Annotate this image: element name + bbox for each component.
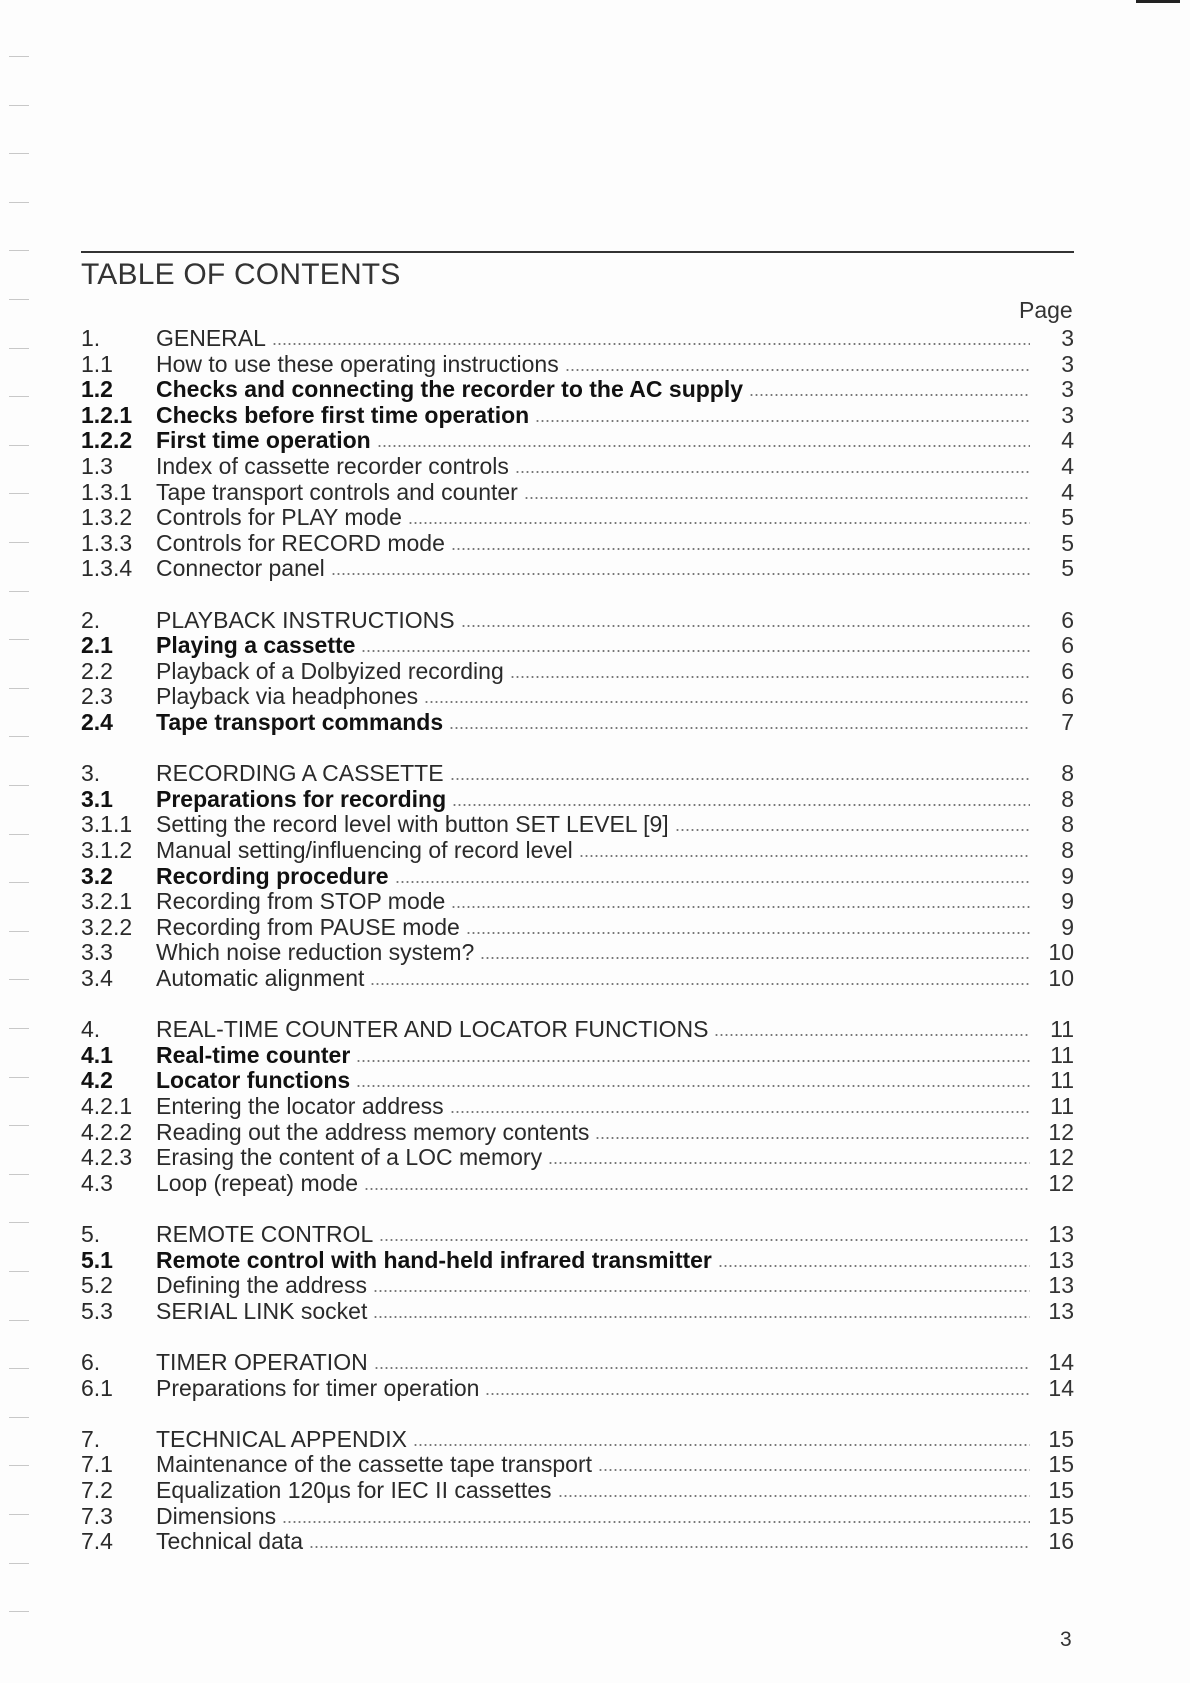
toc-entry-page: 14 <box>1048 1374 1074 1401</box>
toc-entry <box>81 480 1074 505</box>
toc-entry-number: 2.1 <box>81 632 113 659</box>
margin-tick <box>9 639 29 640</box>
margin-tick <box>9 1028 29 1029</box>
toc-entry-page: 8 <box>1061 837 1074 863</box>
toc-entry-title: TIMER OPERATION <box>156 1349 368 1375</box>
toc-entry-number: 1.2.2 <box>81 427 133 454</box>
dot-leader <box>408 521 1030 525</box>
toc-entry <box>81 1248 1074 1273</box>
toc-entry-title: Tape transport commands <box>156 709 444 735</box>
margin-tick <box>9 493 29 494</box>
toc-entry-title: Which noise reduction system? <box>156 939 475 966</box>
dot-leader <box>451 547 1030 551</box>
toc-entry-title: First time operation <box>156 427 371 454</box>
toc-entry-page: 8 <box>1061 785 1074 812</box>
toc-entry-number: 1.2 <box>81 376 113 403</box>
dot-leader <box>579 854 1030 858</box>
toc-entry-title: Setting the record level with button SET LEVEL [9] <box>156 811 669 838</box>
toc-entry-number: 2.2 <box>81 657 113 684</box>
toc-entry <box>81 1094 1074 1119</box>
dot-leader <box>452 803 1030 807</box>
toc-entry-page: 10 <box>1048 965 1074 991</box>
toc-entry-title: PLAYBACK INSTRUCTIONS <box>156 606 455 633</box>
dot-leader <box>361 649 1030 653</box>
dot-leader <box>379 1238 1030 1242</box>
toc-entry-title: Recording from PAUSE mode <box>156 913 460 940</box>
toc-entry-number: 3.1.1 <box>81 811 133 838</box>
dot-leader <box>598 1468 1030 1472</box>
toc-entry <box>81 377 1074 402</box>
toc-entry-title: Playing a cassette <box>156 632 356 659</box>
toc-entry-title: Maintenance of the cassette tape transport <box>156 1451 592 1478</box>
toc-entry <box>81 352 1074 377</box>
dot-leader <box>272 342 1030 346</box>
toc-entry-title: REMOTE CONTROL <box>156 1221 374 1247</box>
toc-entry <box>81 1017 1074 1042</box>
toc-entry-number: 3.3 <box>81 939 113 966</box>
toc-entry-title: Loop (repeat) mode <box>156 1169 359 1196</box>
toc-entry <box>81 428 1074 453</box>
margin-tick <box>9 1320 29 1321</box>
margin-tick <box>9 1222 29 1223</box>
toc-entry-number: 4.2 <box>81 1067 113 1094</box>
toc-entry <box>81 1273 1074 1298</box>
toc-entry-page: 11 <box>1050 1093 1074 1119</box>
toc-entry-number: 1.1 <box>81 350 113 377</box>
toc-entry-number: 6. <box>81 1349 101 1375</box>
toc-entry-number: 4.2.1 <box>81 1093 133 1119</box>
toc-entry-page: 5 <box>1061 555 1074 582</box>
toc-entry <box>81 1427 1074 1452</box>
toc-entry-page: 13 <box>1048 1221 1074 1247</box>
margin-tick <box>9 396 29 397</box>
dot-leader <box>424 700 1030 704</box>
dot-leader <box>364 1187 1030 1191</box>
title-rule <box>81 251 1074 253</box>
dot-leader <box>565 368 1030 372</box>
dot-leader <box>749 393 1030 397</box>
dot-leader <box>450 777 1030 781</box>
toc-entry-number: 3.4 <box>81 965 113 991</box>
toc-entry-title: Real-time counter <box>156 1041 351 1068</box>
toc-entry-number: 3. <box>81 760 101 787</box>
toc-entry <box>81 1222 1074 1247</box>
toc-entry <box>81 889 1074 914</box>
toc-entry <box>81 403 1074 428</box>
margin-tick <box>9 105 29 106</box>
toc-entry <box>81 633 1074 658</box>
dot-leader <box>485 1392 1030 1396</box>
dot-leader <box>714 1033 1030 1037</box>
toc-entry-page: 9 <box>1061 913 1074 940</box>
margin-tick <box>9 542 29 543</box>
toc-entry-title: Entering the locator address <box>156 1093 444 1119</box>
dot-leader <box>524 496 1030 500</box>
toc-entry-title: Equalization 120µs for IEC II cassettes <box>156 1477 552 1503</box>
toc-entry-title: SERIAL LINK socket <box>156 1297 368 1324</box>
toc-entry-number: 3.2 <box>81 862 113 889</box>
dot-leader <box>480 956 1030 960</box>
toc-entry-page: 6 <box>1061 632 1074 659</box>
toc-entry-number: 4.2.2 <box>81 1118 133 1145</box>
margin-tick <box>9 1077 29 1078</box>
toc-entry <box>81 326 1074 351</box>
toc-entry <box>81 684 1074 709</box>
toc-entry-title: Reading out the address memory contents <box>156 1118 590 1145</box>
toc-entry-title: GENERAL <box>156 325 266 351</box>
toc-entry-title: Automatic alignment <box>156 965 365 991</box>
toc-entry-page: 4 <box>1061 478 1074 505</box>
toc-entry-page: 15 <box>1048 1425 1074 1452</box>
toc-entry <box>81 940 1074 965</box>
toc-entry <box>81 761 1074 786</box>
dot-leader <box>515 470 1030 474</box>
toc-entry-page: 3 <box>1061 401 1074 428</box>
toc-entry-title: Playback of a Dolbyized recording <box>156 657 504 684</box>
toc-entry-title: Manual setting/influencing of record level <box>156 837 573 863</box>
toc-entry-page: 13 <box>1048 1246 1074 1273</box>
margin-tick <box>9 1271 29 1272</box>
toc-entry-title: How to use these operating instructions <box>156 350 559 377</box>
toc-entry-number: 7. <box>81 1425 101 1452</box>
toc-entry <box>81 838 1074 863</box>
toc-entry <box>81 710 1074 735</box>
toc-entry-number: 5. <box>81 1221 101 1247</box>
toc-entry-page: 13 <box>1048 1297 1074 1324</box>
toc-entry-page: 5 <box>1061 529 1074 556</box>
toc-entry <box>81 1452 1074 1477</box>
toc-entry-number: 1.2.1 <box>81 401 133 428</box>
page-title: TABLE OF CONTENTS <box>81 258 401 291</box>
toc-entry-title: Remote control with hand-held infrared transmitter <box>156 1246 712 1273</box>
page-column-heading: Page <box>1019 297 1073 323</box>
dot-leader <box>595 1136 1030 1140</box>
toc-entry-page: 9 <box>1061 888 1074 915</box>
toc-entry-title: Recording procedure <box>156 862 389 889</box>
margin-tick <box>9 688 29 689</box>
dot-leader <box>374 1366 1030 1370</box>
dot-leader <box>331 572 1030 576</box>
toc-entry-number: 1.3.3 <box>81 529 133 556</box>
toc-entry-page: 6 <box>1061 683 1074 710</box>
margin-tick <box>9 56 29 57</box>
toc-entry-title: Erasing the content of a LOC memory <box>156 1144 543 1171</box>
toc-entry <box>81 1504 1074 1529</box>
dot-leader <box>356 1084 1030 1088</box>
toc-entry-page: 11 <box>1050 1016 1074 1043</box>
toc-entry <box>81 915 1074 940</box>
toc-entry-number: 4.1 <box>81 1041 113 1068</box>
dot-leader <box>370 982 1030 986</box>
margin-tick <box>9 882 29 883</box>
margin-tick <box>9 834 29 835</box>
toc-entry-number: 3.2.2 <box>81 913 133 940</box>
toc-entry-number: 2.4 <box>81 709 113 735</box>
toc-entry <box>81 812 1074 837</box>
toc-entry-number: 5.2 <box>81 1272 113 1299</box>
binding-margin-ticks <box>9 0 29 1683</box>
toc-entry-title: Technical data <box>156 1528 304 1555</box>
toc-entry <box>81 1068 1074 1093</box>
dot-leader <box>535 419 1030 423</box>
margin-tick <box>9 299 29 300</box>
corner-registration-mark <box>1136 0 1180 3</box>
toc-entry <box>81 1350 1074 1375</box>
toc-entry-page: 10 <box>1048 939 1074 966</box>
toc-entry-title: Controls for PLAY mode <box>156 504 402 531</box>
dot-leader <box>282 1520 1030 1524</box>
toc-entry <box>81 608 1074 633</box>
toc-entry <box>81 1120 1074 1145</box>
dot-leader <box>413 1443 1030 1447</box>
toc-entry-number: 4. <box>81 1016 101 1043</box>
toc-entry-number: 1.3 <box>81 453 113 479</box>
toc-entry-title: Preparations for recording <box>156 785 447 812</box>
margin-tick <box>9 1514 29 1515</box>
margin-tick <box>9 153 29 154</box>
dot-leader <box>377 444 1030 448</box>
toc-entry-number: 3.2.1 <box>81 888 133 915</box>
toc-entry-page: 13 <box>1048 1272 1074 1299</box>
toc-entry <box>81 454 1074 479</box>
toc-entry-page: 9 <box>1061 862 1074 889</box>
toc-entry-number: 2.3 <box>81 683 113 710</box>
toc-entry-number: 7.4 <box>81 1528 113 1555</box>
toc-entry-page: 11 <box>1050 1041 1074 1068</box>
dot-leader <box>395 880 1030 884</box>
toc-entry-page: 15 <box>1048 1451 1074 1478</box>
margin-tick <box>9 202 29 203</box>
toc-entry-number: 1.3.1 <box>81 478 133 505</box>
toc-entry-page: 6 <box>1061 657 1074 684</box>
toc-entry-title: TECHNICAL APPENDIX <box>156 1425 407 1452</box>
toc-entry <box>81 556 1074 581</box>
toc-entry-number: 5.1 <box>81 1246 113 1273</box>
margin-tick <box>9 1611 29 1612</box>
toc-entry-number: 6.1 <box>81 1374 113 1401</box>
dot-leader <box>373 1289 1030 1293</box>
margin-tick <box>9 1417 29 1418</box>
toc-entry <box>81 864 1074 889</box>
toc-entry <box>81 531 1074 556</box>
dot-leader <box>675 828 1030 832</box>
toc-entry <box>81 1529 1074 1554</box>
toc-entry <box>81 505 1074 530</box>
toc-entry-page: 3 <box>1061 376 1074 403</box>
margin-tick <box>9 785 29 786</box>
toc-entry-title: Defining the address <box>156 1272 367 1299</box>
margin-tick <box>9 348 29 349</box>
toc-entry-page: 4 <box>1061 453 1074 479</box>
margin-tick <box>9 591 29 592</box>
margin-tick <box>9 1125 29 1126</box>
toc-entry <box>81 1145 1074 1170</box>
margin-tick <box>9 1174 29 1175</box>
toc-entry-number: 5.3 <box>81 1297 113 1324</box>
margin-tick <box>9 931 29 932</box>
toc-entry-page: 12 <box>1048 1118 1074 1145</box>
toc-entry-number: 7.3 <box>81 1502 113 1529</box>
margin-tick <box>9 736 29 737</box>
toc-entry-title: Tape transport controls and counter <box>156 478 518 505</box>
dot-leader <box>510 675 1030 679</box>
dot-leader <box>718 1264 1030 1268</box>
margin-tick <box>9 1368 29 1369</box>
toc-entry-title: REAL-TIME COUNTER AND LOCATOR FUNCTIONS <box>156 1016 709 1043</box>
dot-leader <box>449 726 1030 730</box>
toc-entry-title: Index of cassette recorder controls <box>156 453 509 479</box>
toc-entry-title: Playback via headphones <box>156 683 419 710</box>
toc-entry <box>81 1043 1074 1068</box>
dot-leader <box>548 1161 1030 1165</box>
toc-entry-number: 1.3.2 <box>81 504 133 531</box>
dot-leader <box>309 1545 1030 1549</box>
toc-entry-page: 3 <box>1061 350 1074 377</box>
margin-tick <box>9 445 29 446</box>
toc-entry-title: Locator functions <box>156 1067 351 1094</box>
toc-entry-page: 15 <box>1048 1502 1074 1529</box>
toc-entry-number: 2. <box>81 606 101 633</box>
toc-entry-title: Preparations for timer operation <box>156 1374 480 1401</box>
toc-entry <box>81 1171 1074 1196</box>
toc-entry-number: 1.3.4 <box>81 555 133 582</box>
toc-entry <box>81 1478 1074 1503</box>
toc-entry-title: Connector panel <box>156 555 325 582</box>
toc-entry-number: 1. <box>81 325 101 351</box>
toc-entry-number: 4.3 <box>81 1169 113 1196</box>
toc-entry-number: 3.1.2 <box>81 837 133 863</box>
toc-entry-number: 4.2.3 <box>81 1144 133 1171</box>
toc-entry <box>81 659 1074 684</box>
toc-entry-page: 15 <box>1048 1477 1074 1503</box>
toc-entry-page: 7 <box>1061 709 1074 735</box>
margin-tick <box>9 1563 29 1564</box>
toc-entry <box>81 1299 1074 1324</box>
margin-tick <box>9 250 29 251</box>
toc-entry-page: 5 <box>1061 504 1074 531</box>
dot-leader <box>356 1059 1030 1063</box>
toc-entry <box>81 1376 1074 1401</box>
toc-entry-title: RECORDING A CASSETTE <box>156 760 444 787</box>
toc-entry-page: 14 <box>1048 1349 1074 1375</box>
dot-leader <box>451 905 1030 909</box>
dot-leader <box>558 1494 1030 1498</box>
toc-entry-page: 3 <box>1061 325 1074 351</box>
toc-entry-title: Checks before first time operation <box>156 401 530 428</box>
toc-entry-page: 4 <box>1061 427 1074 454</box>
toc-entry-title: Recording from STOP mode <box>156 888 446 915</box>
dot-leader <box>450 1110 1030 1114</box>
dot-leader <box>461 624 1030 628</box>
toc-entry-title: Controls for RECORD mode <box>156 529 445 556</box>
margin-tick <box>9 1465 29 1466</box>
toc-entry <box>81 787 1074 812</box>
toc-entry-title: Checks and connecting the recorder to the AC supply <box>156 376 744 403</box>
toc-entry-page: 12 <box>1048 1169 1074 1196</box>
toc-entry-page: 8 <box>1061 760 1074 787</box>
dot-leader <box>373 1315 1030 1319</box>
toc-entry <box>81 966 1074 991</box>
toc-entry-page: 8 <box>1061 811 1074 838</box>
margin-tick <box>9 979 29 980</box>
footer-page-number: 3 <box>1060 1628 1072 1651</box>
toc-entry-page: 16 <box>1048 1528 1074 1555</box>
toc-entry-page: 6 <box>1061 606 1074 633</box>
dot-leader <box>466 931 1030 935</box>
toc-entry-page: 12 <box>1048 1144 1074 1171</box>
toc-entry-number: 3.1 <box>81 785 113 812</box>
toc-entry-title: Dimensions <box>156 1502 277 1529</box>
toc-entry-number: 7.1 <box>81 1451 113 1478</box>
toc-entry-number: 7.2 <box>81 1477 113 1503</box>
toc-entry-page: 11 <box>1050 1067 1074 1094</box>
